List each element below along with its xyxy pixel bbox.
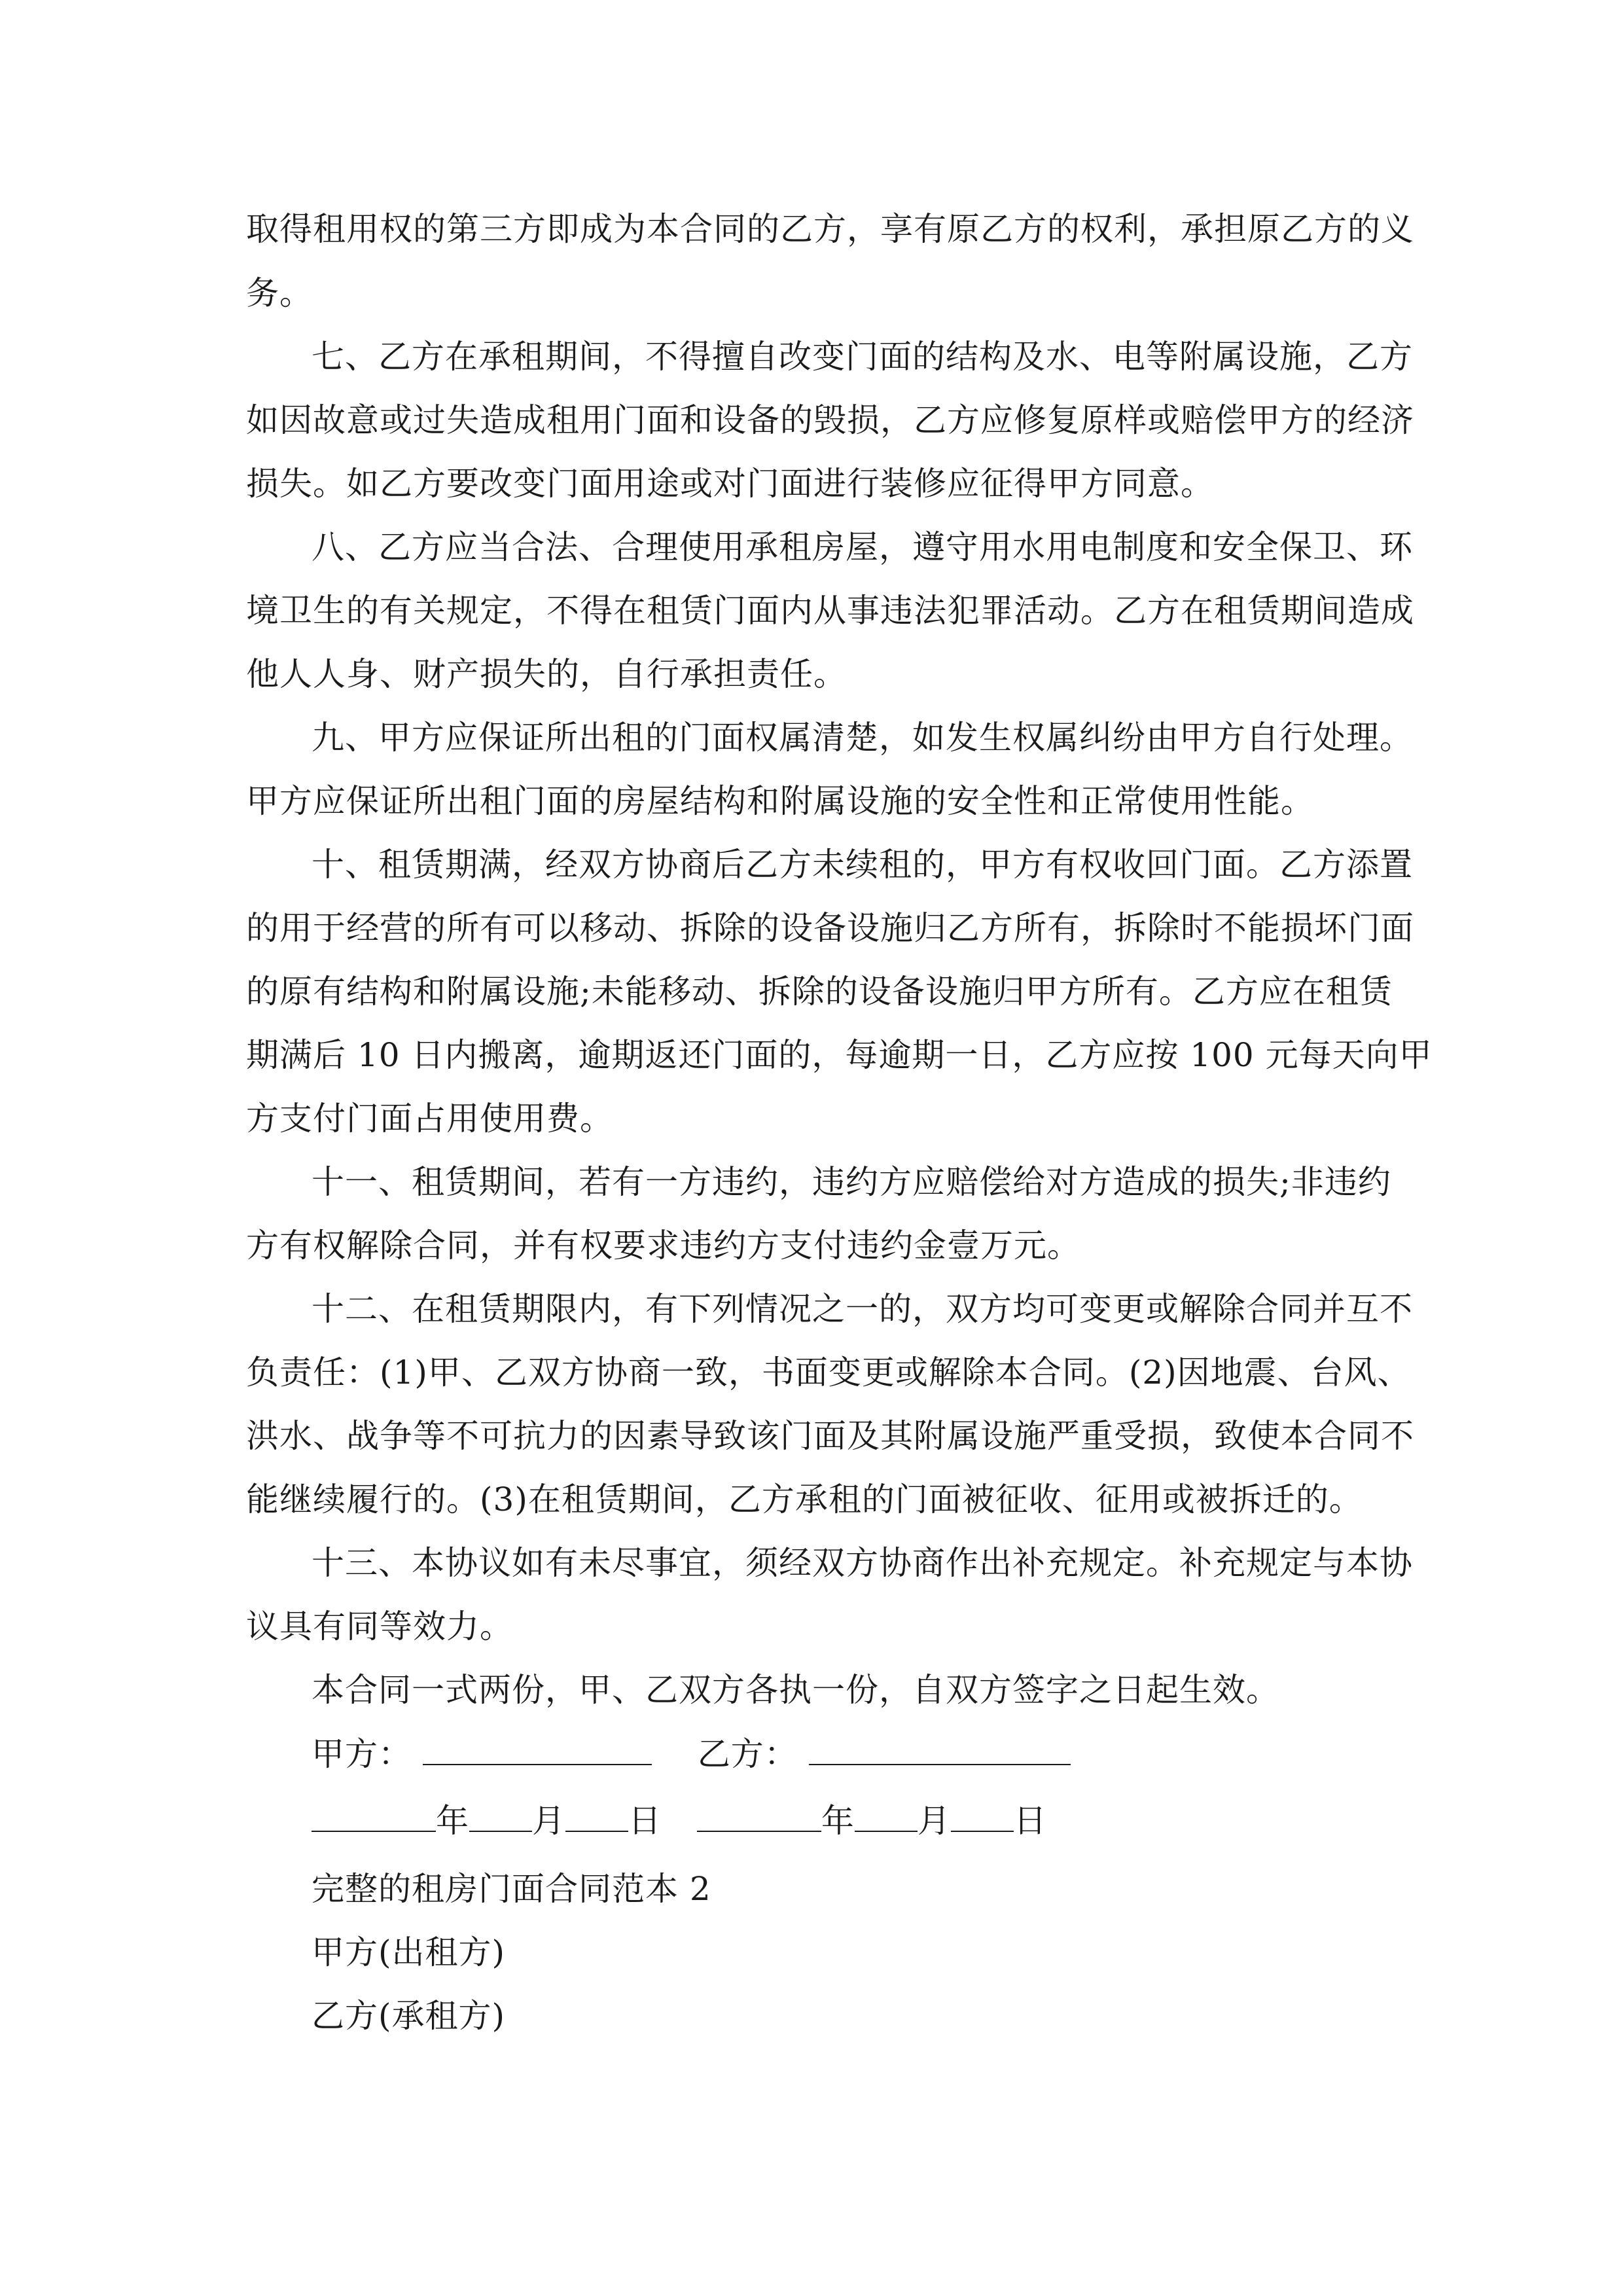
text-line: 甲方应保证所出租门面的房屋结构和附属设施的安全性和正常使用性能。 xyxy=(246,782,1314,820)
text-line: 负责任：(1)甲、乙双方协商一致，书面变更或解除本合同。(2)因地震、台风、 xyxy=(246,1354,1411,1391)
text-line: 的原有结构和附属设施;未能移动、拆除的设备设施归甲方所有。乙方应在租赁 xyxy=(246,973,1393,1011)
clause-nine-line: 九、甲方应保证所出租的门面权属清楚，如发生权属纠纷由甲方自行处理。 xyxy=(312,719,1413,757)
clause-thirteen-line: 十三、本协议如有未尽事宜，须经双方协商作出补充规定。补充规定与本协 xyxy=(312,1544,1413,1582)
clause-ten-line: 十、租赁期满，经双方协商后乙方未续租的，甲方有权收回门面。乙方添置 xyxy=(312,846,1413,884)
text-line: 如因故意或过失造成租用门面和设备的毁损，乙方应修复原样或赔偿甲方的经济 xyxy=(246,401,1414,439)
day-label: 日 xyxy=(628,1802,662,1840)
party-b-label: 乙方： xyxy=(697,1735,798,1773)
party-a-day-blank xyxy=(565,1798,628,1832)
party-a-year-blank xyxy=(312,1798,436,1832)
day-label: 日 xyxy=(1013,1802,1047,1840)
text-line: 取得租用权的第三方即成为本合同的乙方，享有原乙方的权利，承担原乙方的义 xyxy=(246,210,1414,248)
month-label: 月 xyxy=(532,1802,565,1840)
party-a-signature-blank xyxy=(423,1731,652,1765)
text-line: 期满后 10 日内搬离，逾期返还门面的，每逾期一日，乙方应按 100 元每天向甲 xyxy=(246,1036,1433,1074)
text-line: 方支付门面占用使用费。 xyxy=(246,1100,613,1138)
text-line: 洪水、战争等不可抗力的因素导致该门面及其附属设施严重受损，致使本合同不 xyxy=(246,1417,1414,1455)
text-line: 方有权解除合同，并有权要求违约方支付违约金壹万元。 xyxy=(246,1227,1080,1265)
text-line: 的用于经营的所有可以移动、拆除的设备设施归乙方所有，拆除时不能损坏门面 xyxy=(246,909,1414,947)
party-a-month-blank xyxy=(469,1798,532,1832)
lessor-label: 甲方(出租方) xyxy=(312,1933,506,1971)
party-b-year-blank xyxy=(697,1798,821,1832)
text-line: 损失。如乙方要改变门面用途或对门面进行装修应征得甲方同意。 xyxy=(246,465,1214,503)
party-b-month-blank xyxy=(855,1798,918,1832)
copies-clause: 本合同一式两份，甲、乙双方各执一份，自双方签字之日起生效。 xyxy=(312,1671,1279,1709)
text-line: 境卫生的有关规定，不得在租赁门面内从事违法犯罪活动。乙方在租赁期间造成 xyxy=(246,592,1414,630)
text-line: 能继续履行的。(3)在租赁期间，乙方承租的门面被征收、征用或被拆迁的。 xyxy=(246,1480,1363,1518)
text-line: 议具有同等效力。 xyxy=(246,1607,513,1645)
section-title: 完整的租房门面合同范本 2 xyxy=(312,1870,711,1908)
party-a-label: 甲方： xyxy=(312,1735,412,1773)
text-line: 务。 xyxy=(246,274,313,312)
year-label: 年 xyxy=(821,1802,855,1840)
clause-eight-line: 八、乙方应当合法、合理使用承租房屋，遵守用水用电制度和安全保卫、环 xyxy=(312,528,1413,566)
party-b-signature-blank xyxy=(809,1731,1071,1765)
clause-eleven-line: 十一、租赁期间，若有一方违约，违约方应赔偿给对方造成的损失;非违约 xyxy=(312,1163,1391,1201)
month-label: 月 xyxy=(917,1802,951,1840)
date-line xyxy=(312,1795,1450,1847)
year-label: 年 xyxy=(436,1802,469,1840)
lessee-label: 乙方(承租方) xyxy=(312,1997,506,2035)
text-line: 他人人身、财产损失的，自行承担责任。 xyxy=(246,655,847,693)
party-b-day-blank xyxy=(951,1798,1014,1832)
signature-line xyxy=(312,1728,1450,1780)
clause-twelve-line: 十二、在租赁期限内，有下列情况之一的，双方均可变更或解除合同并互不 xyxy=(312,1290,1413,1328)
clause-seven-line: 七、乙方在承租期间，不得擅自改变门面的结构及水、电等附属设施，乙方 xyxy=(312,338,1413,376)
